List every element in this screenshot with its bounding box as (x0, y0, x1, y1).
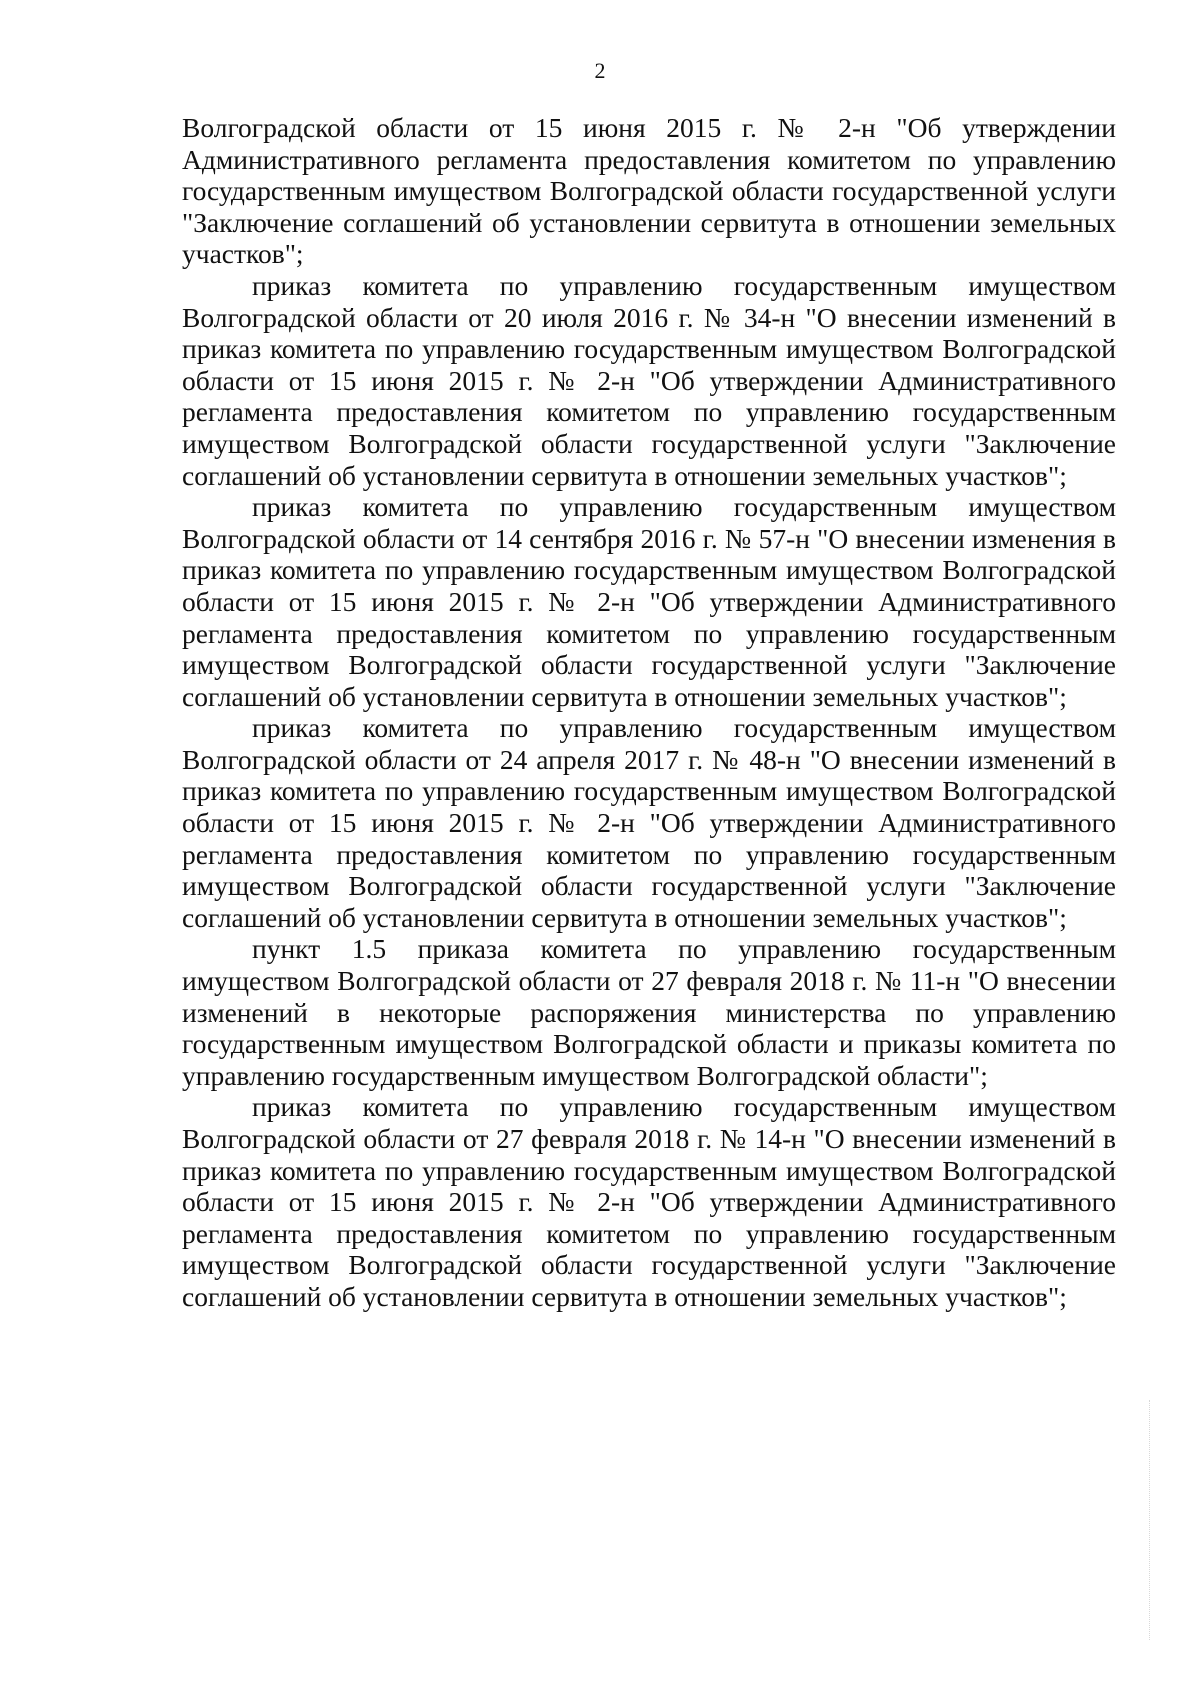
paragraph-order-48n: приказ комитета по управлению государственным имуществом Волгоградской области от 24 апреля 2017 г. № 48-н "О внесении изменений в приказ комитета по управлению государственным имуществом Волгоградской области от 15 июня 2015 г. № 2-н "Об утверждении Административного регламента предоставления комитетом по управлению государственным имуществом Волгоградской области государственной услуги "Заключение соглашений об установлении сервитута в отношении земельных участков"; (182, 712, 1116, 933)
page-number: 2 (594, 58, 606, 83)
paragraph-order-57n: приказ комитета по управлению государственным имуществом Волгоградской области от 14 сентября 2016 г. № 57-н "О внесении изменения в приказ комитета по управлению государственным имуществом Волгоградской области от 15 июня 2015 г. № 2-н "Об утверждении Административного регламента предоставления комитетом по управлению государственным имуществом Волгоградской области государственной услуги "Заключение соглашений об установлении сервитута в отношении земельных участков"; (182, 491, 1116, 712)
paragraph-continuation: Волгоградской области от 15 июня 2015 г. № 2-н "Об утверждении Административного регламента предоставления комитетом по управлению государственным имуществом Волгоградской области государственной услуги "Заключение соглашений об установлении сервитута в отношении земельных участков"; (182, 112, 1116, 270)
paragraph-order-14n: приказ комитета по управлению государственным имуществом Волгоградской области от 27 февраля 2018 г. № 14-н "О внесении изменений в приказ комитета по управлению государственным имуществом Волгоградской области от 15 июня 2015 г. № 2-н "Об утверждении Административного регламента предоставления комитетом по управлению государственным имуществом Волгоградской области государственной услуги "Заключение соглашений об установлении сервитута в отношении земельных участков"; (182, 1091, 1116, 1312)
scan-artifact (1147, 1400, 1150, 1640)
document-body (182, 112, 1116, 1313)
paragraph-order-11n: пункт 1.5 приказа комитета по управлению государственным имуществом Волгоградской области от 27 февраля 2018 г. № 11-н "О внесении изменений в некоторые распоряжения министерства по управлению государственным имуществом Волгоградской области и приказы комитета по управлению государственным имуществом Волгоградской области"; (182, 933, 1116, 1091)
paragraph-order-34n: приказ комитета по управлению государственным имуществом Волгоградской области от 20 июля 2016 г. № 34-н "О внесении изменений в приказ комитета по управлению государственным имуществом Волгоградской области от 15 июня 2015 г. № 2-н "Об утверждении Административного регламента предоставления комитетом по управлению государственным имуществом Волгоградской области государственной услуги "Заключение соглашений об установлении сервитута в отношении земельных участков"; (182, 269, 1116, 491)
